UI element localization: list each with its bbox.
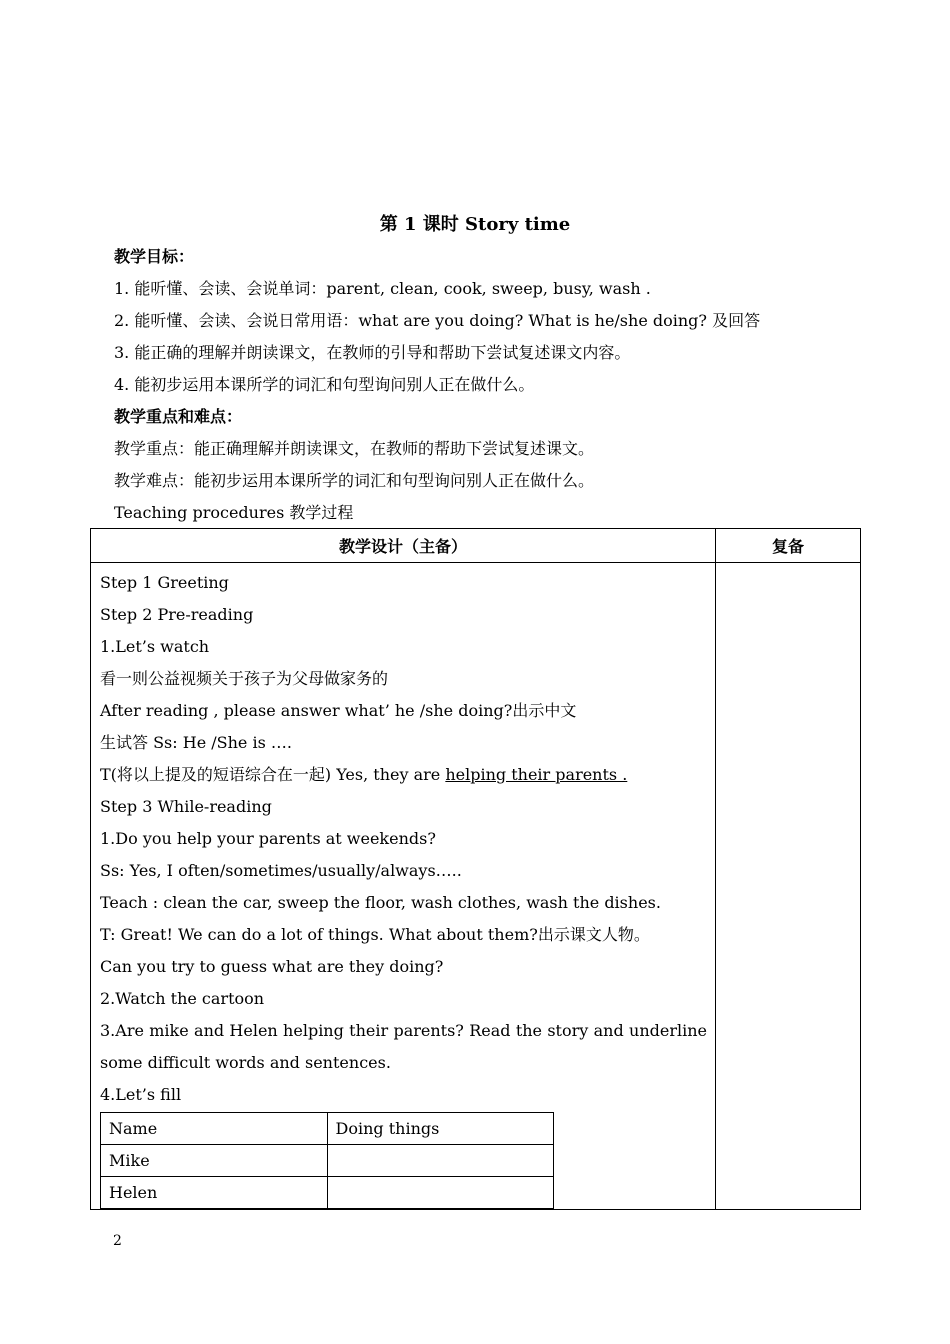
- review-header: 复备: [716, 529, 861, 563]
- objective-item: 2. 能听懂、会读、会说日常用语：what are you doing? What is he/she doing? 及回答: [114, 311, 761, 330]
- procedure-line: 1.Let’s watch: [100, 637, 210, 656]
- objective-item: 1. 能听懂、会读、会说单词：parent, clean, cook, sweep, busy, wash .: [114, 279, 651, 298]
- fill-table-cell: Helen: [101, 1177, 328, 1209]
- procedure-line: 1.Do you help your parents at weekends?: [100, 829, 436, 848]
- fill-table-cell: [327, 1177, 554, 1209]
- procedure-line: 4.Let’s fill: [100, 1085, 182, 1104]
- key-points-heading: 教学重点和难点：: [114, 407, 243, 426]
- procedure-line: 看一则公益视频关于孩子为父母做家务的: [100, 669, 389, 688]
- objective-item: 3. 能正确的理解并朗读课文，在教师的引导和帮助下尝试复述课文内容。: [114, 343, 631, 362]
- procedure-line: 3.Are mike and Helen helping their parents? Read the story and underline some difficult words and sentences.: [100, 1021, 707, 1072]
- procedure-line: Step 2 Pre-reading: [100, 605, 254, 624]
- procedure-line: After reading , please answer what’ he /she doing?出示中文: [100, 701, 577, 720]
- main-design-cell: [91, 563, 716, 1210]
- teaching-difficulty: 教学难点：能初步运用本课所学的词汇和句型询问别人正在做什么。: [114, 471, 595, 490]
- objective-item: 4. 能初步运用本课所学的词汇和句型询问别人正在做什么。: [114, 375, 535, 394]
- procedure-line: 2.Watch the cartoon: [100, 989, 265, 1008]
- fill-table-cell: [327, 1145, 554, 1177]
- page-number: 2: [113, 1233, 122, 1249]
- teacher-line: [100, 759, 707, 791]
- fill-table-cell: Mike: [101, 1145, 328, 1177]
- fill-table-header: Name: [101, 1113, 328, 1145]
- procedure-line: Step 1 Greeting: [100, 573, 229, 592]
- fill-table: [100, 1112, 554, 1209]
- procedure-line: Step 3 While-reading: [100, 797, 272, 816]
- teaching-focus: 教学重点：能正确理解并朗读课文，在教师的帮助下尝试复述课文。: [114, 439, 595, 458]
- lesson-plan-table: [90, 528, 861, 1210]
- main-design-header: 教学设计（主备）: [91, 529, 716, 563]
- procedure-line: 生试答 Ss: He /She is ….: [100, 733, 292, 752]
- procedure-line: Ss: Yes, I often/sometimes/usually/always…..: [100, 861, 462, 880]
- teacher-line-prefix: T(将以上提及的短语综合在一起) Yes, they are: [100, 765, 446, 784]
- procedure-line: Teach : clean the car, sweep the floor, wash clothes, wash the dishes.: [100, 893, 661, 912]
- procedure-line: T: Great! We can do a lot of things. What about them?出示课文人物。: [100, 925, 650, 944]
- objectives-heading: 教学目标：: [114, 247, 195, 266]
- procedure-line: Can you try to guess what are they doing?: [100, 957, 444, 976]
- review-cell: [716, 563, 861, 1210]
- procedures-label: Teaching procedures 教学过程: [114, 503, 354, 522]
- lesson-title: 第 1 课时 Story time: [379, 214, 571, 235]
- fill-table-header: Doing things: [327, 1113, 554, 1145]
- teacher-line-underlined: helping their parents .: [445, 765, 628, 784]
